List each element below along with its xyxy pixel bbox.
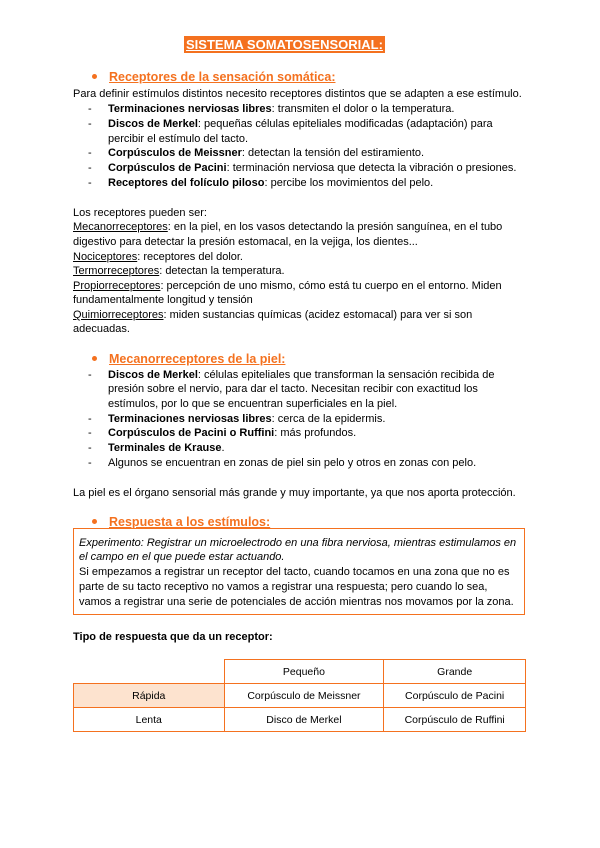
type-propio-cont: fundamentalmente longitud y tensión [73, 294, 253, 306]
table-row-header: Lenta [74, 708, 225, 732]
bullet-dot-icon [92, 74, 97, 79]
type-quimio-cont: adecuadas. [73, 323, 130, 335]
section1-intro: Para definir estímulos distintos necesito receptores distintos que se adapten a ese estímulo. [73, 88, 522, 100]
table-row [74, 684, 526, 708]
bullet-dot-icon [92, 519, 97, 524]
table-cell: Corpúsculo de Meissner [224, 684, 384, 708]
types-lead: Los receptores pueden ser: [73, 207, 207, 219]
table-row-header: Rápida [74, 684, 225, 708]
section-heading-receptores: Receptores de la sensación somática: [92, 70, 335, 84]
table-col-header: Pequeño [224, 660, 384, 684]
page-title: SISTEMA SOMATOSENSORIAL: [186, 37, 383, 52]
table-corner-cell [74, 660, 225, 684]
table-caption: Tipo de respuesta que da un receptor: [73, 631, 273, 643]
type-propio: Propiorreceptores: percepción de uno mismo, cómo está tu cuerpo en el entorno. Miden [73, 280, 502, 292]
experiment-body: parte de su tacto receptivo no vamos a registrar una respuesta; pero cuando lo sea, [79, 581, 488, 593]
experiment-box [73, 528, 525, 615]
table-cell: Disco de Merkel [224, 708, 384, 732]
experiment-line: el campo en el que puede estar actuando. [79, 551, 285, 563]
section-heading-respuesta: Respuesta a los estímulos: [92, 515, 270, 529]
bullet-dot-icon [92, 356, 97, 361]
experiment-body: Si empezamos a registrar un receptor del tacto, cuando tocamos en una zona que no es [79, 566, 510, 578]
experiment-body: vamos a registrar una serie de potenciales de acción mientras nos movamos por la zona. [79, 596, 514, 608]
section-heading-mecanorreceptores: Mecanorreceptores de la piel: [92, 352, 285, 366]
table-cell: Corpúsculo de Pacini [384, 684, 526, 708]
table-header-row [74, 660, 526, 684]
experiment-line: Experimento: Registrar un microelectrodo en una fibra nerviosa, mientras estimulamos en [79, 537, 517, 549]
type-mecano: Mecanorreceptores: en la piel, en los vasos detectando la presión sanguínea, en el tubo [73, 221, 503, 233]
table-row [74, 708, 526, 732]
type-quimio: Quimiorreceptores: miden sustancias químicas (acidez estomacal) para ver si son [73, 309, 473, 321]
section2-closing: La piel es el órgano sensorial más grande y muy importante, ya que nos aporta protección. [73, 487, 516, 499]
type-mecano-cont: digestivo para detectar la presión estomacal, en la vejiga, los dientes... [73, 236, 418, 248]
table-col-header: Grande [384, 660, 526, 684]
response-table [73, 659, 526, 732]
type-termo: Termorreceptores: detectan la temperatura. [73, 265, 285, 277]
document-page: SISTEMA SOMATOSENSORIAL: Receptores de la sensación somática: Para definir estímulos distintos necesito receptores distintos que se adapten a ese estímulo. - Terminaciones nerviosas libres: transmiten el dolor o la temperatura. - Discos de Merkel: pequeñas células epiteliales modificadas (adaptación) para percibir el estímulo del tacto. - Corpúsculos de Meissner: detectan la tensión del estiramiento. - Corpúsculos de Pacini: terminación nerviosa que detecta la vibración o presiones. - Receptores del folículo piloso: percibe los movimientos del pelo. Los receptores pueden ser: Mecanorreceptores: en la piel, en los vasos detectando la presión sanguínea, en el tubo digestivo para detectar la presión estomacal, en la vejiga, los dientes... Nociceptores: receptores del dolor. Termorreceptores: detectan la temperatura. Propiorreceptores: percepción de uno mismo, cómo está tu cuerpo en el entorno. Miden fundamentalmente longitud y tensión Quimiorreceptores: miden sustancias químicas (acidez estomacal) para ver si son adecuadas. Mecanorreceptores de la piel: - Discos de Merkel: células epiteliales que transforman la sensación recibida de presión sobre el nervio, para dar el tacto. Necesitan recibir con exactitud los estímulos, por lo que se encuentran superficiales en la piel. - Terminaciones nerviosas libres: cerca de la epidermis. - Corpúsculos de Pacini o Ruffini: más profundos. - Terminales de Krause. - Algunos se encuentran en zonas de piel sin pelo y otros en zonas con pelo. La piel es el órgano sensorial más grande y muy importante, ya que nos aporta protección. Respuesta a los estímulos: Experimento: Registrar un microelectrodo en una fibra nerviosa, mientras estimulamos en el campo en el que puede estar actuando. Si empezamos a registrar un receptor del tacto, cuando tocamos en una zona que no es parte de su tacto receptivo no vamos a registrar una respuesta; pero cuando lo sea, vamos a registrar una serie de potenciales de acción mientras nos movamos por la zona. Tipo de respuesta que da un receptor: Pequeño Grande Rápida Corpúsculo de Meissner Corpúsculo de Pacini Lenta Disco de Merkel Corpúsculo de Ruffini [0, 0, 600, 848]
table-cell: Corpúsculo de Ruffini [384, 708, 526, 732]
type-noci: Nociceptores: receptores del dolor. [73, 251, 243, 263]
